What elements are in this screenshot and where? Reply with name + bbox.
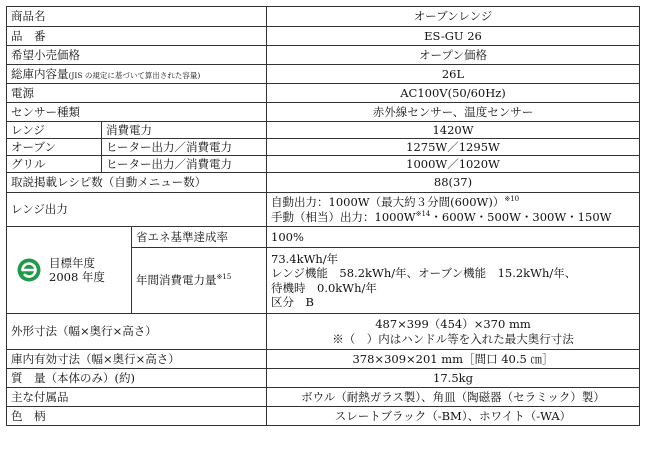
energy-saving-mark-icon xyxy=(17,258,41,282)
footnote-15: ※15 xyxy=(216,273,232,282)
interior-label: 庫内有効寸法（幅×奥行×高さ） xyxy=(7,350,267,369)
energy-target-cell xyxy=(7,227,132,314)
dimensions-value xyxy=(267,314,640,350)
product-name-value: オーブンレンジ xyxy=(267,7,640,27)
table-row xyxy=(7,350,640,369)
dimensions-size: 487×399（454）×370 mm xyxy=(375,317,531,332)
accessories-value: ボウル（耐熱ガラス製）、角皿（陶磁器（セラミック）製） xyxy=(267,388,640,407)
table-row xyxy=(7,369,640,388)
recipes-value: 88(37) xyxy=(267,173,640,193)
model-value: ES-GU 26 xyxy=(267,27,640,46)
power-source-value: AC100V(50/60Hz) xyxy=(267,84,640,103)
footnote-10: ※10 xyxy=(504,195,520,204)
model-label: 品 番 xyxy=(7,27,267,46)
annual-standby: 待機時 0.0kWh/年 xyxy=(271,280,377,295)
range-label: レンジ xyxy=(7,122,102,139)
color-value: スレートブラック（-BM）、ホワイト（-WA） xyxy=(267,407,640,426)
product-name-label: 商品名 xyxy=(7,7,267,27)
oven-value: 1275W／1295W xyxy=(267,139,640,156)
annual-consumption-value xyxy=(267,248,640,314)
sensor-label: センサー種類 xyxy=(7,103,267,122)
annual-total: 73.4kWh/年 xyxy=(271,251,339,266)
spec-sheet xyxy=(6,6,639,426)
range-output-label: レンジ出力 xyxy=(7,193,267,227)
oven-label: オーブン xyxy=(7,139,102,156)
target-year-value: 2008 年度 xyxy=(49,270,105,284)
annual-category: 区分 B xyxy=(271,294,314,309)
table-row xyxy=(7,156,640,173)
range-output-auto xyxy=(271,195,635,209)
achievement-label: 省エネ基準達成率 xyxy=(132,227,267,248)
table-row xyxy=(7,7,640,27)
grill-label: グリル xyxy=(7,156,102,173)
footnote-14: ※14 xyxy=(415,209,431,218)
capacity-label-cell xyxy=(7,65,267,84)
table-row xyxy=(7,407,640,426)
grill-value: 1000W／1020W xyxy=(267,156,640,173)
table-row xyxy=(7,388,640,407)
grill-sub-label: ヒーター出力／消費電力 xyxy=(102,156,267,173)
oven-sub-label: ヒーター出力／消費電力 xyxy=(102,139,267,156)
weight-label: 質 量（本体のみ）(約) xyxy=(7,369,267,388)
table-row xyxy=(7,27,640,46)
range-output-value xyxy=(267,193,640,227)
table-row xyxy=(7,173,640,193)
capacity-value: 26L xyxy=(267,65,640,84)
table-row xyxy=(7,193,640,227)
color-label: 色 柄 xyxy=(7,407,267,426)
table-row xyxy=(7,227,640,248)
table-row xyxy=(7,122,640,139)
range-output-manual-levels: ・600W・500W・300W・150W xyxy=(430,209,612,224)
dimensions-label: 外形寸法（幅×奥行×高さ） xyxy=(7,314,267,350)
annual-consumption-label: 年間消費電力量 xyxy=(136,273,217,288)
table-row xyxy=(7,65,640,84)
weight-value: 17.5kg xyxy=(267,369,640,388)
table-row xyxy=(7,314,640,350)
range-output-manual-text: 手動（相当）出力：1000W xyxy=(271,209,416,224)
annual-consumption-label-cell xyxy=(132,248,267,314)
spec-table xyxy=(6,6,640,426)
price-label: 希望小売価格 xyxy=(7,46,267,65)
annual-breakdown: レンジ機能 58.2kWh/年、オーブン機能 15.2kWh/年、 xyxy=(271,266,577,281)
price-value: オープン価格 xyxy=(267,46,640,65)
accessories-label: 主な付属品 xyxy=(7,388,267,407)
table-row xyxy=(7,84,640,103)
capacity-label: 総庫内容量 xyxy=(11,66,69,81)
interior-value: 378×309×201 mm［間口 40.5 ㎝］ xyxy=(267,350,640,369)
sensor-value: 赤外線センサー、温度センサー xyxy=(267,103,640,122)
range-value: 1420W xyxy=(267,122,640,139)
recipes-label: 取説掲載レシピ数（自動メニュー数） xyxy=(7,173,267,193)
table-row xyxy=(7,103,640,122)
table-row xyxy=(7,46,640,65)
target-year-label: 目標年度 xyxy=(49,255,95,270)
table-row xyxy=(7,139,640,156)
capacity-label-note: (JIS の規定に基づいて算出された容量) xyxy=(68,70,201,80)
achievement-value: 100% xyxy=(267,227,640,248)
range-output-auto-text: 自動出力：1000W（最大約３分間(600W)） xyxy=(271,195,505,210)
range-output-manual xyxy=(271,210,635,224)
range-sub-label: 消費電力 xyxy=(102,122,267,139)
dimensions-note: ※（ ）内はハンドル等を入れた最大奥行寸法 xyxy=(332,331,574,346)
power-source-label: 電源 xyxy=(7,84,267,103)
